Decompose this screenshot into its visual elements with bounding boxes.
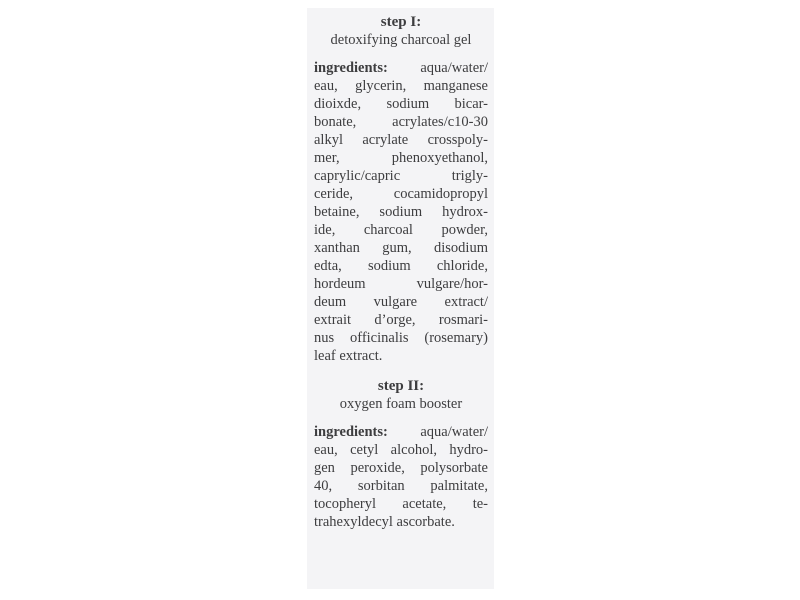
step1-ingredients-line: deum vulgare extract/ bbox=[314, 294, 488, 310]
step1-ingredients-line: mer, phenoxyethanol, bbox=[314, 150, 488, 166]
step2-ingredients-line: aqua/water/ bbox=[387, 424, 488, 440]
step2-title: step II: bbox=[377, 378, 425, 394]
ingredients-panel bbox=[307, 8, 494, 589]
step1-subtitle: detoxifying charcoal gel bbox=[330, 32, 472, 48]
step2-subtitle: oxygen foam booster bbox=[339, 396, 463, 412]
step1-ingredients-line: nus officinalis (rosemary) bbox=[314, 330, 488, 346]
step2-ingredients-line: eau, cetyl alcohol, hydro- bbox=[314, 442, 488, 458]
step1-ingredients-line: dioixde, sodium bicar- bbox=[314, 96, 488, 112]
step2-ingredients bbox=[314, 423, 488, 531]
step1-ingredients-line: aqua/water/ bbox=[387, 60, 488, 76]
step2-ingredients-line: gen peroxide, polysorbate bbox=[314, 460, 488, 476]
step2-section bbox=[314, 377, 488, 531]
step1-ingredients-line: alkyl acrylate crosspoly- bbox=[314, 132, 488, 148]
step1-ingredients-line: extrait d’orge, rosmari- bbox=[314, 312, 488, 328]
step1-ingredients-line: leaf extract. bbox=[314, 348, 383, 364]
step2-ingredients-line: 40, sorbitan palmitate, bbox=[314, 478, 488, 494]
step2-ingredients-label: ingredients: bbox=[314, 424, 388, 440]
step1-ingredients-line: bonate, acrylates/c10-30 bbox=[314, 114, 488, 130]
step1-section bbox=[314, 13, 488, 365]
step1-ingredients-line: hordeum vulgare/hor- bbox=[314, 276, 488, 292]
step2-ingredients-line: trahexyldecyl ascorbate. bbox=[314, 514, 455, 530]
step1-ingredients-line: ide, charcoal powder, bbox=[314, 222, 488, 238]
step1-ingredients-line: edta, sodium chloride, bbox=[314, 258, 488, 274]
step1-ingredients-label: ingredients: bbox=[314, 60, 388, 76]
step1-ingredients-line: xanthan gum, disodium bbox=[314, 240, 488, 256]
step1-ingredients-line: ceride, cocamidopropyl bbox=[314, 186, 488, 202]
step1-ingredients bbox=[314, 59, 488, 365]
step1-title: step I: bbox=[380, 14, 422, 30]
step1-ingredients-line: caprylic/capric trigly- bbox=[314, 168, 488, 184]
step1-ingredients-line: eau, glycerin, manganese bbox=[314, 78, 488, 94]
step2-ingredients-line: tocopheryl acetate, te- bbox=[314, 496, 488, 512]
step1-ingredients-line: betaine, sodium hydrox- bbox=[314, 204, 488, 220]
